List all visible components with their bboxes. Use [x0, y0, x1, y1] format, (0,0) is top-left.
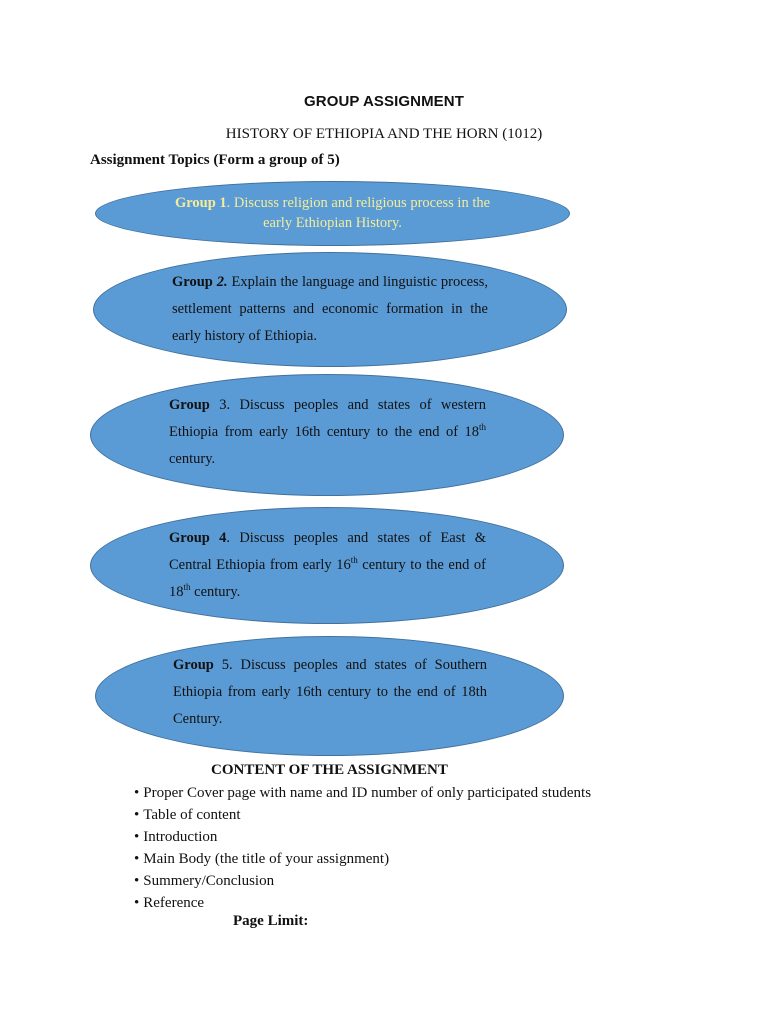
- bullet-icon: •: [134, 851, 140, 867]
- group-2-text: Group 2. Explain the language and linguistic process, settlement patterns and economic formation in the early history of Ethiopia.: [172, 274, 488, 344]
- group-5-text: Group 5. Discuss peoples and states of Southern Ethiopia from early 16th century to the end of 18th Century.: [173, 657, 487, 727]
- group-4-label: Group 4: [169, 530, 227, 546]
- document-title: GROUP ASSIGNMENT: [304, 93, 464, 110]
- bullet-icon: •: [134, 829, 140, 845]
- bullet-icon: •: [134, 873, 140, 889]
- list-item: • Reference: [134, 895, 205, 911]
- group-3-text: Group 3. Discuss peoples and states of western Ethiopia from early 16th century to the end of 18th century.: [169, 397, 486, 467]
- group-3-label: Group: [169, 397, 210, 413]
- list-item: • Main Body (the title of your assignment): [134, 851, 390, 867]
- group-4-text: Group 4. Discuss peoples and states of East & Central Ethiopia from early 16th century to the end of 18th century.: [169, 530, 486, 600]
- list-item: • Proper Cover page with name and ID number of only participated students: [134, 785, 592, 801]
- list-item: • Summery/Conclusion: [134, 873, 275, 889]
- list-item: • Table of content: [134, 807, 241, 823]
- group-1-label: Group 1: [174, 195, 227, 211]
- content-heading: CONTENT OF THE ASSIGNMENT: [211, 762, 448, 778]
- group-5-label: Group: [173, 657, 214, 673]
- bullet-icon: •: [134, 895, 140, 911]
- topics-heading: Assignment Topics (Form a group of 5): [90, 152, 340, 168]
- page-limit-label: Page Limit:: [233, 913, 309, 929]
- content-list: [134, 782, 591, 914]
- list-item: • Introduction: [134, 829, 218, 845]
- group-1-text: Group 1. Discuss religion and religious process in the early Ethiopian History.: [174, 195, 491, 231]
- bullet-icon: •: [134, 785, 140, 801]
- bullet-icon: •: [134, 807, 140, 823]
- group-2-label: Group: [172, 274, 213, 290]
- course-title: HISTORY OF ETHIOPIA AND THE HORN (1012): [225, 126, 543, 142]
